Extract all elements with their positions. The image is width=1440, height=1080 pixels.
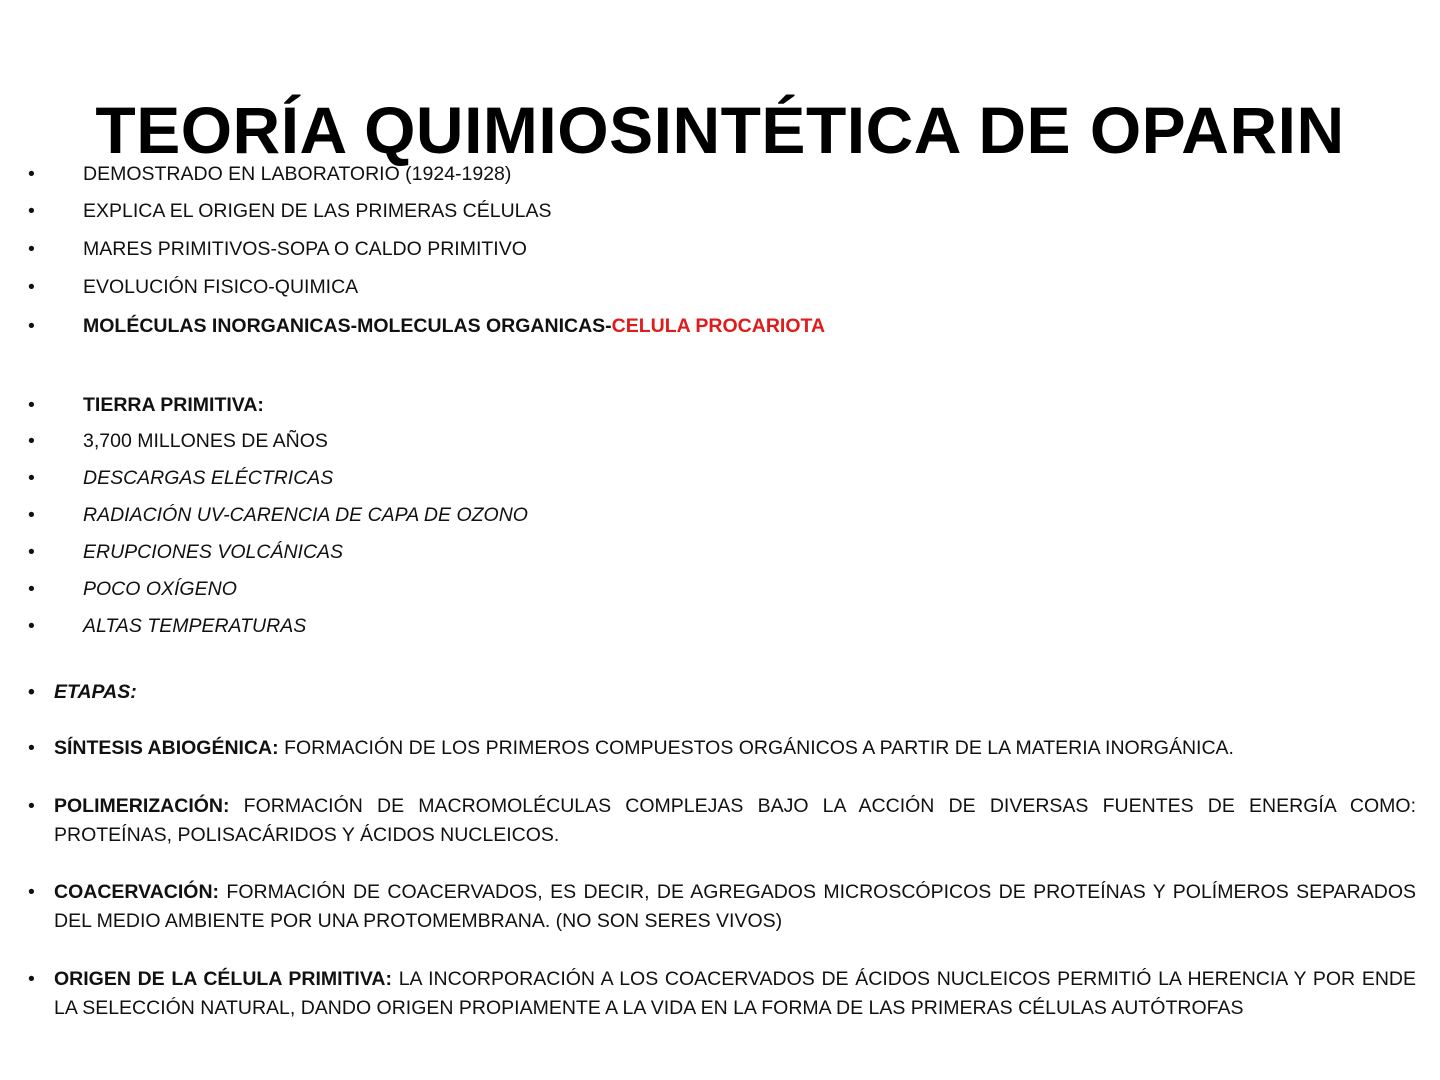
- bullet-icon: •: [28, 504, 35, 526]
- tierra-age: 3,700 MILLONES DE AÑOS: [83, 430, 328, 452]
- stage-paragraph: [54, 792, 1416, 850]
- fact-text: [83, 314, 825, 338]
- fact-text: DEMOSTRADO EN LABORATORIO (1924-1928): [83, 163, 512, 185]
- stage-paragraph: [54, 734, 1416, 763]
- stage-label: ORIGEN DE LA CÉLULA PRIMITIVA:: [54, 968, 392, 990]
- etapas-heading: ETAPAS:: [54, 681, 137, 703]
- bullet-icon: •: [28, 430, 35, 452]
- bullet-icon: •: [28, 578, 35, 600]
- stage-paragraph: [54, 878, 1416, 936]
- bullet-icon: •: [28, 467, 35, 489]
- slide-title: TEORÍA QUIMIOSINTÉTICA DE OPARIN: [95, 93, 1345, 168]
- stage-label: POLIMERIZACIÓN:: [54, 795, 230, 817]
- bullet-icon: •: [28, 881, 35, 903]
- stage-paragraph: [54, 965, 1416, 1023]
- bullet-icon: •: [28, 681, 35, 703]
- tierra-heading: TIERRA PRIMITIVA:: [83, 394, 264, 416]
- condition-text: ALTAS TEMPERATURAS: [83, 615, 307, 637]
- stage-label: COACERVACIÓN:: [54, 881, 220, 903]
- bullet-icon: •: [28, 795, 35, 817]
- bullet-icon: •: [28, 737, 35, 759]
- bullet-icon: •: [28, 276, 35, 298]
- procaryote-highlight: CELULA PROCARIOTA: [611, 315, 826, 337]
- fact-text: EXPLICA EL ORIGEN DE LAS PRIMERAS CÉLULAS: [83, 200, 552, 222]
- bullet-icon: •: [28, 200, 35, 222]
- fact-text: MARES PRIMITIVOS-SOPA O CALDO PRIMITIVO: [83, 238, 527, 260]
- bullet-icon: •: [28, 238, 35, 260]
- stage-item: [28, 878, 1416, 936]
- stage-description: LA INCORPORACIÓN A LOS COACERVADOS DE ÁCIDOS NUCLEICOS PERMITIÓ LA HERENCIA Y POR ENDE LA SELECCIÓN NATURAL, DANDO ORIGEN PROPIAMENTE A LA VIDA EN LA FORMA DE LAS PRIMERAS CÉLULAS AUTÓTROFAS: [54, 968, 1416, 1019]
- fact-text: EVOLUCIÓN FISICO-QUIMICA: [83, 276, 359, 298]
- bullet-icon: •: [28, 615, 35, 637]
- stage-description: FORMACIÓN DE MACROMOLÉCULAS COMPLEJAS BAJO LA ACCIÓN DE DIVERSAS FUENTES DE ENERGÍA COMO: PROTEÍNAS, POLISACÁRIDOS Y ÁCIDOS NUCLEICOS.: [54, 795, 1416, 846]
- bullet-icon: •: [28, 394, 35, 416]
- molecules-sequence: MOLÉCULAS INORGANICAS-MOLECULAS ORGANICAS-: [83, 315, 612, 337]
- condition-text: DESCARGAS ELÉCTRICAS: [83, 467, 334, 489]
- condition-text: RADIACIÓN UV-CARENCIA DE CAPA DE OZONO: [83, 504, 528, 526]
- stage-label: SÍNTESIS ABIOGÉNICA:: [54, 737, 279, 759]
- bullet-icon: •: [28, 541, 35, 563]
- stage-description: FORMACIÓN DE COACERVADOS, ES DECIR, DE AGREGADOS MICROSCÓPICOS DE PROTEÍNAS Y POLÍMEROS SEPARADOS DEL MEDIO AMBIENTE POR UNA PROTOMEMBRANA. (NO SON SERES VIVOS): [54, 881, 1417, 932]
- condition-text: POCO OXÍGENO: [83, 578, 237, 600]
- condition-text: ERUPCIONES VOLCÁNICAS: [83, 541, 344, 563]
- etapas-heading-row: [28, 680, 137, 704]
- stage-item: [28, 734, 1416, 763]
- stage-description: FORMACIÓN DE LOS PRIMEROS COMPUESTOS ORGÁNICOS A PARTIR DE LA MATERIA INORGÁNICA.: [284, 737, 1234, 759]
- bullet-icon: •: [28, 968, 35, 990]
- bullet-icon: •: [28, 163, 35, 185]
- stage-item: [28, 965, 1416, 1023]
- stage-item: [28, 792, 1416, 850]
- bullet-icon: •: [28, 315, 35, 337]
